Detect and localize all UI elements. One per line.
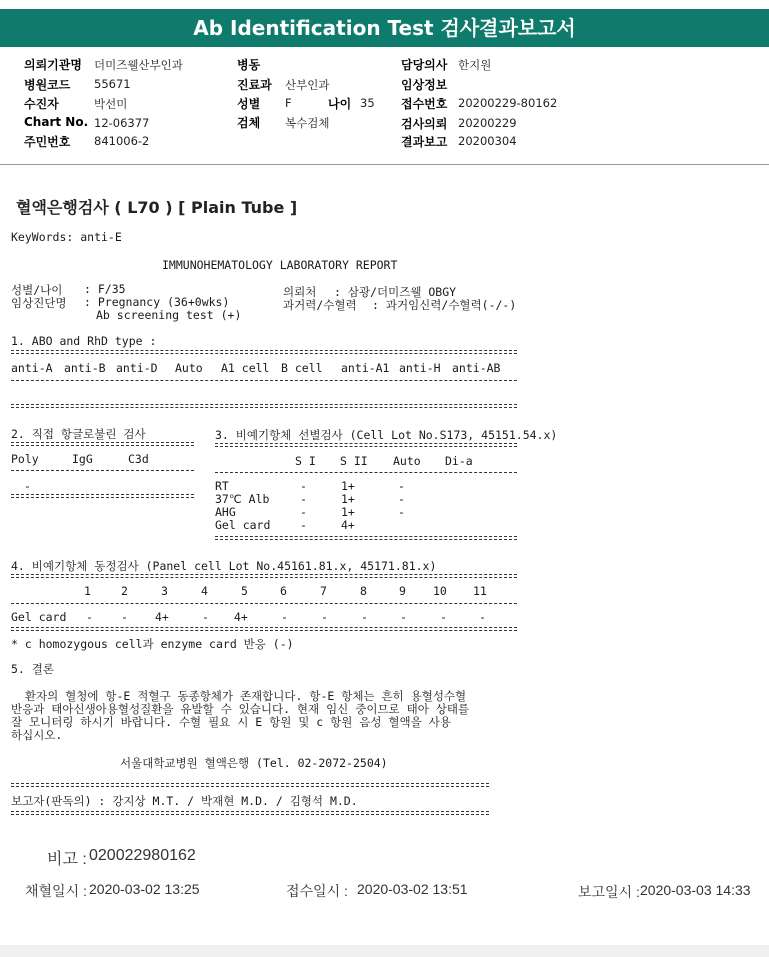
abo-col: anti-A1 [341, 361, 390, 375]
screen-auto: - [398, 505, 405, 519]
screen-s1: - [300, 492, 307, 506]
panel-value: - [479, 610, 486, 624]
reception-no-label: 접수번호 [401, 97, 448, 111]
rule [11, 470, 194, 471]
receive-value: 2020-03-02 13:51 [357, 881, 468, 897]
diagnosis-value-2: Ab screening test (+) [96, 308, 242, 322]
abo-col: anti-A [11, 361, 53, 375]
lab-title: IMMUNOHEMATOLOGY LABORATORY REPORT [162, 258, 398, 272]
panel-col: 2 [121, 584, 128, 598]
panel-value: - [400, 610, 407, 624]
abo-title: 1. ABO and RhD type : [11, 334, 157, 348]
chart-label: Chart No. [24, 115, 89, 129]
conclusion-title: 5. 결론 [11, 662, 54, 676]
age-value: 35 [360, 96, 375, 110]
receive-label: 접수일시 : [286, 883, 352, 899]
rule [11, 350, 517, 354]
age-label: 나이 [328, 97, 352, 111]
rule [11, 404, 517, 408]
screen-s1: - [300, 505, 307, 519]
panel-value: 4+ [234, 610, 248, 624]
diagnosis-label: 임상진단명 [11, 296, 67, 310]
screen-auto: - [398, 479, 405, 493]
report-title: Ab Identification Test 검사결과보고서 [0, 9, 769, 47]
header-divider [0, 164, 769, 165]
panel-col: 10 [433, 584, 447, 598]
abo-col: anti-AB [452, 361, 501, 375]
hospital-code-value: 55671 [94, 77, 131, 91]
conclusion-line: 하십시오. [11, 728, 63, 742]
patient-label: 수진자 [24, 97, 59, 111]
conclusion-line: 잘 모니터링 하시기 바랍니다. 수혈 필요 시 E 항원 및 c 항원 음성 혈액을 사용 [11, 715, 451, 729]
dat-value: - [24, 479, 31, 493]
panel-value: - [361, 610, 368, 624]
panel-col: 1 [84, 584, 91, 598]
institution-footer: 서울대학교병원 혈액은행 (Tel. 02-2072-2504) [120, 756, 388, 770]
rule [215, 536, 517, 540]
screen-phase: RT [215, 479, 229, 493]
result-report-value: 20200304 [458, 134, 517, 148]
history-label: 과거력/수혈력 [283, 298, 357, 312]
rule [11, 574, 517, 578]
note-value: 020022980162 [89, 847, 196, 864]
screen-phase: 37℃ Alb [215, 492, 270, 506]
result-report-label: 결과보고 [401, 135, 448, 149]
dat-col: IgG [72, 452, 93, 466]
clinical-label: 임상정보 [401, 78, 448, 92]
patient-value: 박선미 [94, 97, 128, 111]
dat-col: Poly [11, 452, 39, 466]
request-label: 검사의뢰 [401, 117, 448, 131]
specimen-label: 검체 [237, 116, 261, 130]
panel-row-label: Gel card [11, 610, 67, 624]
resident-value: 841006-2 [94, 134, 150, 148]
dat-col: C3d [128, 452, 149, 466]
report-value: 2020-03-03 14:33 [640, 882, 751, 898]
history-value: : 과거임신력/수혈력(-/-) [372, 298, 517, 312]
rule [11, 494, 194, 498]
sex-value: F [285, 96, 292, 110]
screen-s2: 1+ [341, 505, 355, 519]
institution-label: 의뢰기관명 [24, 58, 82, 72]
panel-value: 4+ [155, 610, 169, 624]
abo-col: B cell [281, 361, 323, 375]
specimen-value: 복수검체 [285, 116, 330, 130]
dat-title: 2. 직접 항글로불린 검사 [11, 427, 146, 441]
screen-col: S I [295, 454, 316, 468]
abo-col: A1 cell [221, 361, 270, 375]
screen-s2: 1+ [341, 479, 355, 493]
abo-col: anti-H [399, 361, 441, 375]
conclusion-line: 반응과 태아신생아용혈성질환을 유발할 수 있습니다. 현재 임신 중이므로 태아 상태를 [11, 702, 470, 716]
reception-no-value: 20200229-80162 [458, 96, 558, 110]
sex-label: 성별 [237, 97, 261, 111]
panel-col: 9 [399, 584, 406, 598]
resident-label: 주민번호 [24, 135, 71, 149]
rule [11, 380, 517, 381]
dept-label: 진료과 [237, 78, 272, 92]
panel-value: - [321, 610, 328, 624]
screen-phase: Gel card [215, 518, 271, 532]
rule [215, 443, 517, 447]
dept-value: 산부인과 [285, 78, 330, 92]
screen-s1: - [300, 479, 307, 493]
rule [11, 442, 194, 446]
report-label: 보고일시 : [578, 884, 640, 900]
referrer-value: : 삼광/더미즈웰 OBGY [334, 285, 457, 299]
panel-value: - [121, 610, 128, 624]
rule [11, 783, 489, 787]
institution-value: 더미즈웰산부인과 [94, 58, 183, 72]
request-value: 20200229 [458, 116, 517, 130]
panel-col: 4 [201, 584, 208, 598]
note-label: 비고 : [47, 851, 92, 868]
screen-col: Auto [393, 454, 421, 468]
abo-col: Auto [175, 361, 203, 375]
panel-col: 6 [280, 584, 287, 598]
screen-auto: - [398, 492, 405, 506]
hospital-code-label: 병원코드 [24, 78, 71, 92]
rule [11, 811, 489, 815]
referrer-label: 의뢰처 [283, 285, 317, 299]
rule [11, 627, 517, 631]
screen-s2: 4+ [341, 518, 355, 532]
abo-col: anti-D [116, 361, 158, 375]
panel-note: * c homozygous cell과 enzyme card 반응 (-) [11, 637, 294, 651]
panel-col: 8 [360, 584, 367, 598]
doctor-label: 담당의사 [401, 58, 448, 72]
panel-value: - [440, 610, 447, 624]
panel-col: 7 [320, 584, 327, 598]
screen-col: S II [340, 454, 368, 468]
conclusion-line: 환자의 혈청에 항-E 적혈구 동종항체가 존재합니다. 항-E 항체는 흔히 용혈성수혈 [11, 689, 467, 703]
doctor-value: 한지원 [458, 58, 492, 72]
page-bottom-strip [0, 945, 769, 957]
rule [215, 472, 517, 473]
sex-age-value: : F/35 [84, 282, 126, 296]
panel-col: 3 [161, 584, 168, 598]
chart-value: 12-06377 [94, 116, 150, 130]
ward-label: 병동 [237, 58, 261, 72]
panel-value: - [281, 610, 288, 624]
panel-title: 4. 비예기항체 동정검사 (Panel cell Lot No.45161.81.x, 45171.81.x) [11, 559, 437, 573]
panel-col: 11 [473, 584, 487, 598]
panel-value: - [202, 610, 209, 624]
rule [11, 603, 517, 604]
sex-age-label: 성별/나이 [11, 283, 63, 297]
diagnosis-value: : Pregnancy (36+0wks) [84, 295, 230, 309]
collect-value: 2020-03-02 13:25 [89, 881, 200, 897]
panel-value: - [86, 610, 93, 624]
screen-s1: - [300, 518, 307, 532]
keywords: KeyWords: anti-E [11, 230, 122, 244]
panel-col: 5 [241, 584, 248, 598]
abo-col: anti-B [64, 361, 106, 375]
screen-col: Di-a [445, 454, 473, 468]
screen-phase: AHG [215, 505, 236, 519]
section-title: 혈액은행검사 ( L70 ) [ Plain Tube ] [16, 198, 298, 217]
screen-s2: 1+ [341, 492, 355, 506]
collect-label: 채혈일시 : [25, 883, 87, 899]
screen-title: 3. 비예기항체 선별검사 (Cell Lot No.S173, 45151.54.x) [215, 428, 558, 442]
reporters: 보고자(판독의) : 강지상 M.T. / 박재현 M.D. / 김형석 M.D. [11, 794, 358, 808]
